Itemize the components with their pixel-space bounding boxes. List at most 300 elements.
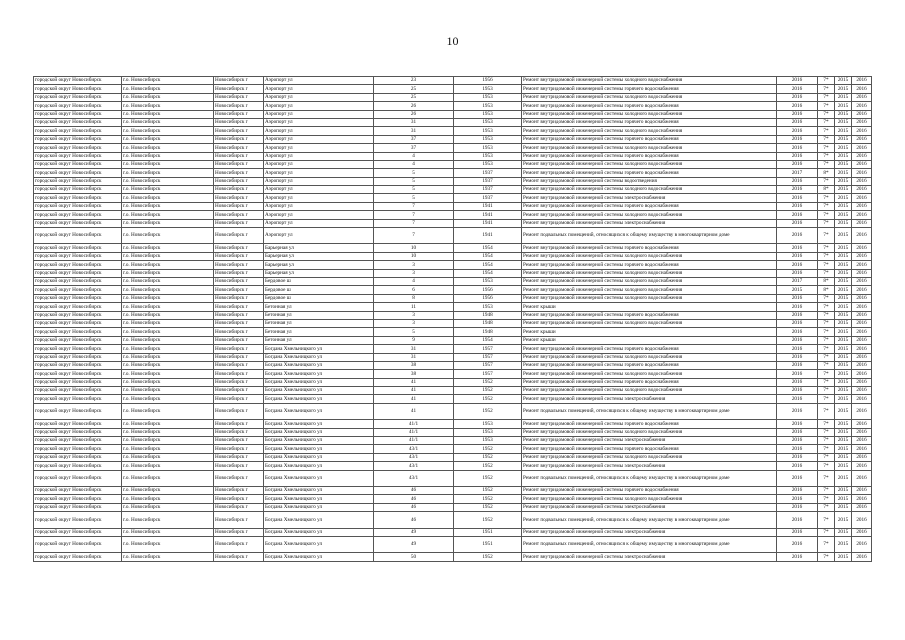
house-number-cell: 41	[374, 387, 454, 395]
district-cell: городской округ Новосибирск	[34, 403, 122, 419]
municipality-cell: г.о. Новосибирск	[122, 553, 214, 561]
build-year-cell: 1957	[454, 353, 522, 361]
build-year-cell: 1953	[454, 428, 522, 436]
city-cell: Новосибирск г	[214, 277, 264, 285]
group-cell: 7*	[818, 269, 835, 277]
table-row	[34, 361, 872, 369]
table-row	[34, 445, 872, 453]
municipality-cell: г.о. Новосибирск	[122, 512, 214, 528]
start-year-cell: 2015	[835, 528, 852, 536]
plan-year-cell: 2016	[777, 177, 818, 185]
municipality-cell: г.о. Новосибирск	[122, 319, 214, 327]
end-year-cell: 2016	[852, 470, 872, 486]
street-cell: Барьерная ул	[264, 244, 374, 252]
group-cell: 7*	[818, 437, 835, 445]
district-cell: городской округ Новосибирск	[34, 303, 122, 311]
group-cell: 7*	[818, 110, 835, 118]
plan-year-cell: 2017	[777, 169, 818, 177]
start-year-cell: 2015	[835, 536, 852, 552]
group-cell: 7*	[818, 336, 835, 344]
district-cell: городской округ Новосибирск	[34, 553, 122, 561]
end-year-cell: 2016	[852, 536, 872, 552]
street-cell: Богдана Хмельницкого ул	[264, 486, 374, 494]
start-year-cell: 2015	[835, 228, 852, 244]
table-row	[34, 269, 872, 277]
street-cell: Аэропорт ул	[264, 194, 374, 202]
group-cell: 7*	[818, 127, 835, 135]
build-year-cell: 1953	[454, 127, 522, 135]
work-type-cell: Ремонт внутридомовой инженерной системы холодного водоснабжения	[522, 277, 777, 285]
table-row	[34, 303, 872, 311]
work-type-cell: Ремонт внутридомовой инженерной системы электроснабжения	[522, 528, 777, 536]
end-year-cell: 2016	[852, 486, 872, 494]
municipality-cell: г.о. Новосибирск	[122, 102, 214, 110]
start-year-cell: 2015	[835, 269, 852, 277]
city-cell: Новосибирск г	[214, 495, 264, 503]
work-type-cell: Ремонт внутридомовой инженерной системы горячего водоснабжения	[522, 244, 777, 252]
work-type-cell: Ремонт внутридомовой инженерной системы горячего водоснабжения	[522, 202, 777, 210]
build-year-cell: 1941	[454, 211, 522, 219]
street-cell: Аэропорт ул	[264, 127, 374, 135]
end-year-cell: 2016	[852, 152, 872, 160]
start-year-cell: 2015	[835, 294, 852, 302]
build-year-cell: 1952	[454, 395, 522, 403]
end-year-cell: 2016	[852, 118, 872, 126]
start-year-cell: 2015	[835, 169, 852, 177]
city-cell: Новосибирск г	[214, 462, 264, 470]
house-number-cell: 5	[374, 328, 454, 336]
work-type-cell: Ремонт внутридомовой инженерной системы холодного водоснабжения	[522, 353, 777, 361]
street-cell: Богдана Хмельницкого ул	[264, 361, 374, 369]
municipality-cell: г.о. Новосибирск	[122, 228, 214, 244]
work-type-cell: Ремонт подвальных помещений, относящихся к общему имуществу в многоквартирном доме	[522, 403, 777, 419]
district-cell: городской округ Новосибирск	[34, 252, 122, 260]
house-number-cell: 31	[374, 118, 454, 126]
group-cell: 7*	[818, 228, 835, 244]
end-year-cell: 2016	[852, 219, 872, 227]
city-cell: Новосибирск г	[214, 512, 264, 528]
house-number-cell: 7	[374, 228, 454, 244]
city-cell: Новосибирск г	[214, 118, 264, 126]
street-cell: Аэропорт ул	[264, 228, 374, 244]
house-number-cell: 41/1	[374, 420, 454, 428]
group-cell: 7*	[818, 403, 835, 419]
end-year-cell: 2016	[852, 85, 872, 93]
group-cell: 7*	[818, 294, 835, 302]
start-year-cell: 2015	[835, 512, 852, 528]
table-row	[34, 202, 872, 210]
street-cell: Богдана Хмельницкого ул	[264, 512, 374, 528]
work-type-cell: Ремонт внутридомовой инженерной системы горячего водоснабжения	[522, 311, 777, 319]
street-cell: Богдана Хмельницкого ул	[264, 495, 374, 503]
work-type-cell: Ремонт внутридомовой инженерной системы электроснабжения	[522, 219, 777, 227]
house-number-cell: 3	[374, 311, 454, 319]
start-year-cell: 2015	[835, 93, 852, 101]
house-number-cell: 50	[374, 553, 454, 561]
table-row	[34, 403, 872, 419]
end-year-cell: 2016	[852, 144, 872, 152]
city-cell: Новосибирск г	[214, 428, 264, 436]
work-type-cell: Ремонт внутридомовой инженерной системы холодного водоснабжения	[522, 127, 777, 135]
start-year-cell: 2015	[835, 219, 852, 227]
work-type-cell: Ремонт подвальных помещений, относящихся к общему имуществу в многоквартирном доме	[522, 536, 777, 552]
table-row	[34, 152, 872, 160]
house-number-cell: 4	[374, 152, 454, 160]
table-body	[34, 77, 872, 562]
start-year-cell: 2015	[835, 177, 852, 185]
house-number-cell: 7	[374, 211, 454, 219]
table-row	[34, 186, 872, 194]
street-cell: Богдана Хмельницкого ул	[264, 536, 374, 552]
start-year-cell: 2015	[835, 428, 852, 436]
start-year-cell: 2015	[835, 437, 852, 445]
build-year-cell: 1954	[454, 244, 522, 252]
work-type-cell: Ремонт внутридомовой инженерной системы горячего водоснабжения	[522, 420, 777, 428]
work-type-cell: Ремонт внутридомовой инженерной системы электроснабжения	[522, 553, 777, 561]
start-year-cell: 2015	[835, 77, 852, 85]
plan-year-cell: 2016	[777, 152, 818, 160]
group-cell: 8*	[818, 286, 835, 294]
district-cell: городской округ Новосибирск	[34, 437, 122, 445]
street-cell: Богдана Хмельницкого ул	[264, 370, 374, 378]
start-year-cell: 2015	[835, 503, 852, 511]
build-year-cell: 1953	[454, 118, 522, 126]
table-row	[34, 420, 872, 428]
end-year-cell: 2016	[852, 211, 872, 219]
build-year-cell: 1956	[454, 286, 522, 294]
house-number-cell: 23	[374, 77, 454, 85]
house-number-cell: 5	[374, 194, 454, 202]
municipality-cell: г.о. Новосибирск	[122, 261, 214, 269]
build-year-cell: 1956	[454, 77, 522, 85]
city-cell: Новосибирск г	[214, 294, 264, 302]
house-number-cell: 4	[374, 277, 454, 285]
district-cell: городской округ Новосибирск	[34, 261, 122, 269]
plan-year-cell: 2016	[777, 486, 818, 494]
build-year-cell: 1952	[454, 378, 522, 386]
build-year-cell: 1952	[454, 553, 522, 561]
end-year-cell: 2016	[852, 135, 872, 143]
plan-year-cell: 2016	[777, 269, 818, 277]
work-type-cell: Ремонт внутридомовой инженерной системы электроснабжения	[522, 194, 777, 202]
build-year-cell: 1948	[454, 319, 522, 327]
table-row	[34, 244, 872, 252]
table-row	[34, 470, 872, 486]
municipality-cell: г.о. Новосибирск	[122, 269, 214, 277]
start-year-cell: 2015	[835, 144, 852, 152]
table-row	[34, 387, 872, 395]
street-cell: Аэропорт ул	[264, 77, 374, 85]
municipality-cell: г.о. Новосибирск	[122, 353, 214, 361]
end-year-cell: 2016	[852, 252, 872, 260]
district-cell: городской округ Новосибирск	[34, 512, 122, 528]
work-type-cell: Ремонт внутридомовой инженерной системы электроснабжения	[522, 503, 777, 511]
build-year-cell: 1948	[454, 328, 522, 336]
plan-year-cell: 2016	[777, 85, 818, 93]
house-number-cell: 46	[374, 495, 454, 503]
start-year-cell: 2015	[835, 186, 852, 194]
plan-year-cell: 2016	[777, 228, 818, 244]
build-year-cell: 1954	[454, 252, 522, 260]
city-cell: Новосибирск г	[214, 370, 264, 378]
plan-year-cell: 2016	[777, 328, 818, 336]
plan-year-cell: 2016	[777, 370, 818, 378]
city-cell: Новосибирск г	[214, 286, 264, 294]
end-year-cell: 2016	[852, 387, 872, 395]
build-year-cell: 1953	[454, 93, 522, 101]
end-year-cell: 2016	[852, 303, 872, 311]
city-cell: Новосибирск г	[214, 228, 264, 244]
plan-year-cell: 2016	[777, 135, 818, 143]
house-number-cell: 6	[374, 286, 454, 294]
end-year-cell: 2016	[852, 177, 872, 185]
district-cell: городской округ Новосибирск	[34, 127, 122, 135]
plan-year-cell: 2016	[777, 319, 818, 327]
build-year-cell: 1953	[454, 303, 522, 311]
plan-year-cell: 2016	[777, 378, 818, 386]
district-cell: городской округ Новосибирск	[34, 219, 122, 227]
house-number-cell: 41	[374, 403, 454, 419]
plan-year-cell: 2016	[777, 102, 818, 110]
end-year-cell: 2016	[852, 110, 872, 118]
plan-year-cell: 2016	[777, 118, 818, 126]
plan-year-cell: 2015	[777, 286, 818, 294]
house-number-cell: 5	[374, 186, 454, 194]
street-cell: Бетонная ул	[264, 311, 374, 319]
city-cell: Новосибирск г	[214, 486, 264, 494]
street-cell: Богдана Хмельницкого ул	[264, 403, 374, 419]
city-cell: Новосибирск г	[214, 395, 264, 403]
city-cell: Новосибирск г	[214, 219, 264, 227]
work-type-cell: Ремонт внутридомовой инженерной системы холодного водоснабжения	[522, 252, 777, 260]
work-type-cell: Ремонт внутридомовой инженерной системы горячего водоснабжения	[522, 261, 777, 269]
start-year-cell: 2015	[835, 319, 852, 327]
work-type-cell: Ремонт внутридомовой инженерной системы водоотведения	[522, 177, 777, 185]
work-type-cell: Ремонт внутридомовой инженерной системы холодного водоснабжения	[522, 269, 777, 277]
district-cell: городской округ Новосибирск	[34, 169, 122, 177]
house-number-cell: 43/1	[374, 470, 454, 486]
work-type-cell: Ремонт внутридомовой инженерной системы холодного водоснабжения	[522, 495, 777, 503]
work-type-cell: Ремонт внутридомовой инженерной системы холодного водоснабжения	[522, 93, 777, 101]
end-year-cell: 2016	[852, 453, 872, 461]
district-cell: городской округ Новосибирск	[34, 311, 122, 319]
end-year-cell: 2016	[852, 328, 872, 336]
work-type-cell: Ремонт подвальных помещений, относящихся к общему имуществу в многоквартирном доме	[522, 470, 777, 486]
group-cell: 7*	[818, 311, 835, 319]
district-cell: городской округ Новосибирск	[34, 319, 122, 327]
city-cell: Новосибирск г	[214, 528, 264, 536]
district-cell: городской округ Новосибирск	[34, 420, 122, 428]
end-year-cell: 2016	[852, 370, 872, 378]
district-cell: городской округ Новосибирск	[34, 194, 122, 202]
end-year-cell: 2016	[852, 244, 872, 252]
municipality-cell: г.о. Новосибирск	[122, 303, 214, 311]
start-year-cell: 2015	[835, 202, 852, 210]
city-cell: Новосибирск г	[214, 361, 264, 369]
start-year-cell: 2015	[835, 387, 852, 395]
street-cell: Барьерная ул	[264, 261, 374, 269]
municipality-cell: г.о. Новосибирск	[122, 470, 214, 486]
start-year-cell: 2015	[835, 194, 852, 202]
end-year-cell: 2016	[852, 353, 872, 361]
build-year-cell: 1941	[454, 202, 522, 210]
work-type-cell: Ремонт внутридомовой инженерной системы холодного водоснабжения	[522, 428, 777, 436]
city-cell: Новосибирск г	[214, 93, 264, 101]
group-cell: 7*	[818, 528, 835, 536]
city-cell: Новосибирск г	[214, 553, 264, 561]
group-cell: 7*	[818, 319, 835, 327]
house-number-cell: 41/1	[374, 428, 454, 436]
house-number-cell: 41	[374, 395, 454, 403]
house-number-cell: 37	[374, 135, 454, 143]
plan-year-cell: 2016	[777, 387, 818, 395]
start-year-cell: 2015	[835, 470, 852, 486]
district-cell: городской округ Новосибирск	[34, 470, 122, 486]
street-cell: Богдана Хмельницкого ул	[264, 353, 374, 361]
municipality-cell: г.о. Новосибирск	[122, 202, 214, 210]
municipality-cell: г.о. Новосибирск	[122, 486, 214, 494]
table-row	[34, 553, 872, 561]
municipality-cell: г.о. Новосибирск	[122, 361, 214, 369]
build-year-cell: 1953	[454, 110, 522, 118]
group-cell: 7*	[818, 378, 835, 386]
street-cell: Богдана Хмельницкого ул	[264, 462, 374, 470]
group-cell: 7*	[818, 177, 835, 185]
group-cell: 7*	[818, 261, 835, 269]
plan-year-cell: 2016	[777, 503, 818, 511]
city-cell: Новосибирск г	[214, 152, 264, 160]
city-cell: Новосибирск г	[214, 536, 264, 552]
plan-year-cell: 2016	[777, 445, 818, 453]
group-cell: 7*	[818, 361, 835, 369]
municipality-cell: г.о. Новосибирск	[122, 345, 214, 353]
street-cell: Аэропорт ул	[264, 186, 374, 194]
end-year-cell: 2016	[852, 127, 872, 135]
work-type-cell: Ремонт внутридомовой инженерной системы электроснабжения	[522, 462, 777, 470]
work-type-cell: Ремонт внутридомовой инженерной системы горячего водоснабжения	[522, 445, 777, 453]
district-cell: городской округ Новосибирск	[34, 286, 122, 294]
end-year-cell: 2016	[852, 345, 872, 353]
build-year-cell: 1957	[454, 345, 522, 353]
start-year-cell: 2015	[835, 85, 852, 93]
district-cell: городской округ Новосибирск	[34, 528, 122, 536]
work-type-cell: Ремонт внутридомовой инженерной системы холодного водоснабжения	[522, 370, 777, 378]
district-cell: городской округ Новосибирск	[34, 85, 122, 93]
district-cell: городской округ Новосибирск	[34, 361, 122, 369]
municipality-cell: г.о. Новосибирск	[122, 118, 214, 126]
plan-year-cell: 2016	[777, 160, 818, 168]
house-number-cell: 41	[374, 378, 454, 386]
municipality-cell: г.о. Новосибирск	[122, 528, 214, 536]
end-year-cell: 2016	[852, 553, 872, 561]
start-year-cell: 2015	[835, 361, 852, 369]
district-cell: городской округ Новосибирск	[34, 536, 122, 552]
city-cell: Новосибирск г	[214, 470, 264, 486]
build-year-cell: 1937	[454, 177, 522, 185]
build-year-cell: 1957	[454, 361, 522, 369]
start-year-cell: 2015	[835, 311, 852, 319]
end-year-cell: 2016	[852, 420, 872, 428]
group-cell: 7*	[818, 93, 835, 101]
group-cell: 7*	[818, 420, 835, 428]
table-row	[34, 395, 872, 403]
group-cell: 7*	[818, 462, 835, 470]
build-year-cell: 1951	[454, 528, 522, 536]
street-cell: Бердовое ш	[264, 286, 374, 294]
table-row	[34, 261, 872, 269]
plan-year-cell: 2016	[777, 470, 818, 486]
street-cell: Богдана Хмельницкого ул	[264, 445, 374, 453]
start-year-cell: 2015	[835, 453, 852, 461]
end-year-cell: 2016	[852, 503, 872, 511]
plan-year-cell: 2016	[777, 428, 818, 436]
table-row	[34, 512, 872, 528]
plan-year-cell: 2016	[777, 194, 818, 202]
house-number-cell: 5	[374, 177, 454, 185]
build-year-cell: 1954	[454, 261, 522, 269]
district-cell: городской округ Новосибирск	[34, 135, 122, 143]
start-year-cell: 2015	[835, 403, 852, 419]
district-cell: городской округ Новосибирск	[34, 202, 122, 210]
build-year-cell: 1957	[454, 370, 522, 378]
city-cell: Новосибирск г	[214, 261, 264, 269]
end-year-cell: 2016	[852, 428, 872, 436]
start-year-cell: 2015	[835, 118, 852, 126]
municipality-cell: г.о. Новосибирск	[122, 194, 214, 202]
end-year-cell: 2016	[852, 277, 872, 285]
city-cell: Новосибирск г	[214, 211, 264, 219]
table-row	[34, 228, 872, 244]
group-cell: 8*	[818, 277, 835, 285]
house-number-cell: 37	[374, 144, 454, 152]
district-cell: городской округ Новосибирск	[34, 110, 122, 118]
table-row	[34, 211, 872, 219]
city-cell: Новосибирск г	[214, 202, 264, 210]
start-year-cell: 2015	[835, 127, 852, 135]
group-cell: 7*	[818, 553, 835, 561]
street-cell: Богдана Хмельницкого ул	[264, 428, 374, 436]
table-row	[34, 219, 872, 227]
group-cell: 7*	[818, 85, 835, 93]
plan-year-cell: 2016	[777, 453, 818, 461]
start-year-cell: 2015	[835, 336, 852, 344]
street-cell: Бетонная ул	[264, 336, 374, 344]
end-year-cell: 2016	[852, 336, 872, 344]
start-year-cell: 2015	[835, 277, 852, 285]
end-year-cell: 2016	[852, 160, 872, 168]
table-row	[34, 453, 872, 461]
plan-year-cell: 2016	[777, 536, 818, 552]
city-cell: Новосибирск г	[214, 445, 264, 453]
street-cell: Аэропорт ул	[264, 202, 374, 210]
build-year-cell: 1954	[454, 269, 522, 277]
table-row	[34, 328, 872, 336]
city-cell: Новосибирск г	[214, 160, 264, 168]
build-year-cell: 1953	[454, 277, 522, 285]
start-year-cell: 2015	[835, 445, 852, 453]
build-year-cell: 1953	[454, 152, 522, 160]
group-cell: 7*	[818, 428, 835, 436]
district-cell: городской округ Новосибирск	[34, 345, 122, 353]
municipality-cell: г.о. Новосибирск	[122, 462, 214, 470]
table-row	[34, 336, 872, 344]
municipality-cell: г.о. Новосибирск	[122, 395, 214, 403]
work-type-cell: Ремонт внутридомовой инженерной системы горячего водоснабжения	[522, 361, 777, 369]
end-year-cell: 2016	[852, 361, 872, 369]
table-row	[34, 277, 872, 285]
end-year-cell: 2016	[852, 395, 872, 403]
house-number-cell: 31	[374, 353, 454, 361]
